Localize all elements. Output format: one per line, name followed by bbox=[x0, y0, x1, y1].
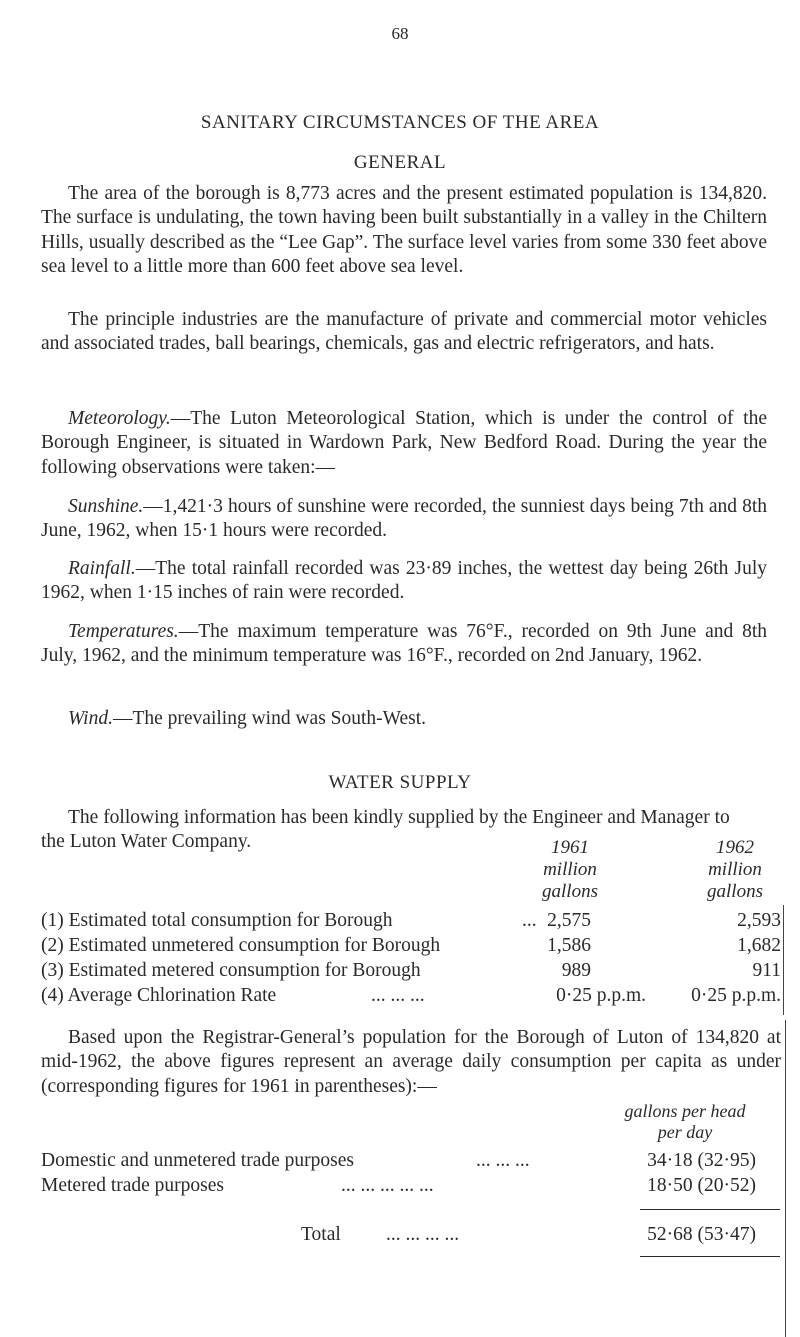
sunshine-label: Sunshine. bbox=[68, 496, 144, 517]
rainfall-text: —The total rainfall recorded was 23·89 inches, the wettest day being 26th July 1962, when 1·15 inches of rain were recorded. bbox=[41, 558, 767, 604]
row-value-1961: 0·25 p.p.m. bbox=[556, 985, 646, 1006]
temperatures-label: Temperatures. bbox=[68, 621, 179, 642]
column-1961-unit: million bbox=[543, 859, 597, 880]
table-row bbox=[41, 960, 781, 986]
column-header-1961 bbox=[515, 837, 625, 903]
row-leader: ... ... ... ... ... bbox=[341, 1175, 434, 1196]
row-leader: ... ... ... bbox=[371, 985, 425, 1006]
total-rule-bottom bbox=[640, 1256, 780, 1257]
page-title: SANITARY CIRCUMSTANCES OF THE AREA bbox=[200, 112, 600, 133]
paragraph-water-intro: The following information has been kindly supplied by the Engineer and Manager to the Luton Water Company. bbox=[41, 807, 730, 853]
table-row-total bbox=[41, 1224, 781, 1250]
column-header-1962 bbox=[680, 837, 790, 903]
paragraph-sunshine bbox=[41, 495, 767, 544]
table-row bbox=[41, 1150, 781, 1176]
table-row bbox=[41, 1175, 781, 1201]
row-label: (4) Average Chlorination Rate bbox=[41, 985, 277, 1006]
wind-text: —The prevailing wind was South-West. bbox=[112, 708, 427, 729]
temperatures-text: —The maximum temperature was 76°F., recorded on 9th June and 8th July, 1962, and the minimum temperature was 16°F., recorded on 2nd January, 1962. bbox=[41, 621, 767, 667]
row-label: (1) Estimated total consumption for Borough bbox=[41, 910, 393, 931]
rainfall-label: Rainfall. bbox=[68, 558, 136, 579]
meteorology-text: —The Luton Meteorological Station, which is under the control of the Borough Engineer, is situated in Wardown Park, New Bedford Road. During the year the following observations were taken:— bbox=[41, 408, 767, 478]
total-label: Total bbox=[301, 1224, 341, 1245]
paragraph-industries: The principle industries are the manufacture of private and commercial motor vehicles and associated trades, ball bearings, chemicals, gas and electric refrigerators, and hats. bbox=[41, 309, 767, 355]
row-value-1961: 2,575 bbox=[547, 910, 591, 931]
row-label: (3) Estimated metered consumption for Borough bbox=[41, 960, 421, 981]
table-row bbox=[41, 910, 781, 936]
paragraph-per-capita: Based upon the Registrar-General’s population for the Borough of Luton of 134,820 at mid-1962, the above figures represent an average daily consumption per capita as under (corresponding figures for 1961 in parentheses):— bbox=[41, 1027, 781, 1097]
per-capita-header bbox=[590, 1101, 780, 1143]
wind-label: Wind. bbox=[68, 708, 113, 729]
total-rule-top bbox=[640, 1209, 780, 1210]
row-value: 18·50 (20·52) bbox=[647, 1175, 756, 1196]
column-1962-year: 1962 bbox=[716, 837, 754, 858]
per-capita-header-line1: gallons per head bbox=[624, 1101, 746, 1121]
margin-rule bbox=[785, 1020, 786, 1337]
paragraph-wind bbox=[41, 707, 767, 731]
row-value-1962: 0·25 p.p.m. bbox=[691, 985, 781, 1006]
row-leader: ... bbox=[522, 910, 537, 931]
column-1961-unit2: gallons bbox=[542, 881, 598, 902]
sunshine-text: —1,421·3 hours of sunshine were recorded, the sunniest days being 7th and 8th June, 1962, when 15·1 hours were recorded. bbox=[41, 496, 767, 542]
per-capita-header-line2: per day bbox=[657, 1122, 713, 1142]
total-value: 52·68 (53·47) bbox=[647, 1224, 756, 1245]
row-value-1961: 989 bbox=[561, 960, 591, 981]
row-value-1962: 2,593 bbox=[737, 910, 781, 931]
row-leader: ... ... ... ... bbox=[386, 1224, 460, 1245]
section-heading-water-supply: WATER SUPPLY bbox=[328, 772, 472, 793]
row-value-1962: 911 bbox=[752, 960, 781, 981]
paragraph-meteorology bbox=[41, 407, 767, 480]
page-number: 68 bbox=[391, 24, 409, 43]
paragraph-area: The area of the borough is 8,773 acres and the present estimated population is 134,820. The surface is undulating, the town having been built substantially in a valley in the Chiltern Hills, usually described as the “Lee Gap”. The surface level varies from some 330 feet above sea level to a little more than 600 feet above sea level. bbox=[41, 183, 767, 278]
row-value-1962: 1,682 bbox=[737, 935, 781, 956]
margin-rule bbox=[783, 905, 784, 1015]
section-heading-general: GENERAL bbox=[353, 152, 447, 173]
column-1961-year: 1961 bbox=[551, 837, 589, 858]
row-value-1961: 1,586 bbox=[547, 935, 591, 956]
table-row bbox=[41, 935, 781, 961]
row-label: (2) Estimated unmetered consumption for Borough bbox=[41, 935, 441, 956]
column-1962-unit: million bbox=[708, 859, 762, 880]
paragraph-rainfall bbox=[41, 557, 767, 606]
meteorology-label: Meteorology. bbox=[68, 408, 171, 429]
row-leader: ... ... ... bbox=[476, 1150, 530, 1171]
table-row bbox=[41, 985, 781, 1011]
row-value: 34·18 (32·95) bbox=[647, 1150, 756, 1171]
column-1962-unit2: gallons bbox=[707, 881, 763, 902]
row-label: Metered trade purposes bbox=[41, 1175, 225, 1196]
paragraph-temperatures bbox=[41, 620, 767, 669]
row-label: Domestic and unmetered trade purposes bbox=[41, 1150, 354, 1171]
